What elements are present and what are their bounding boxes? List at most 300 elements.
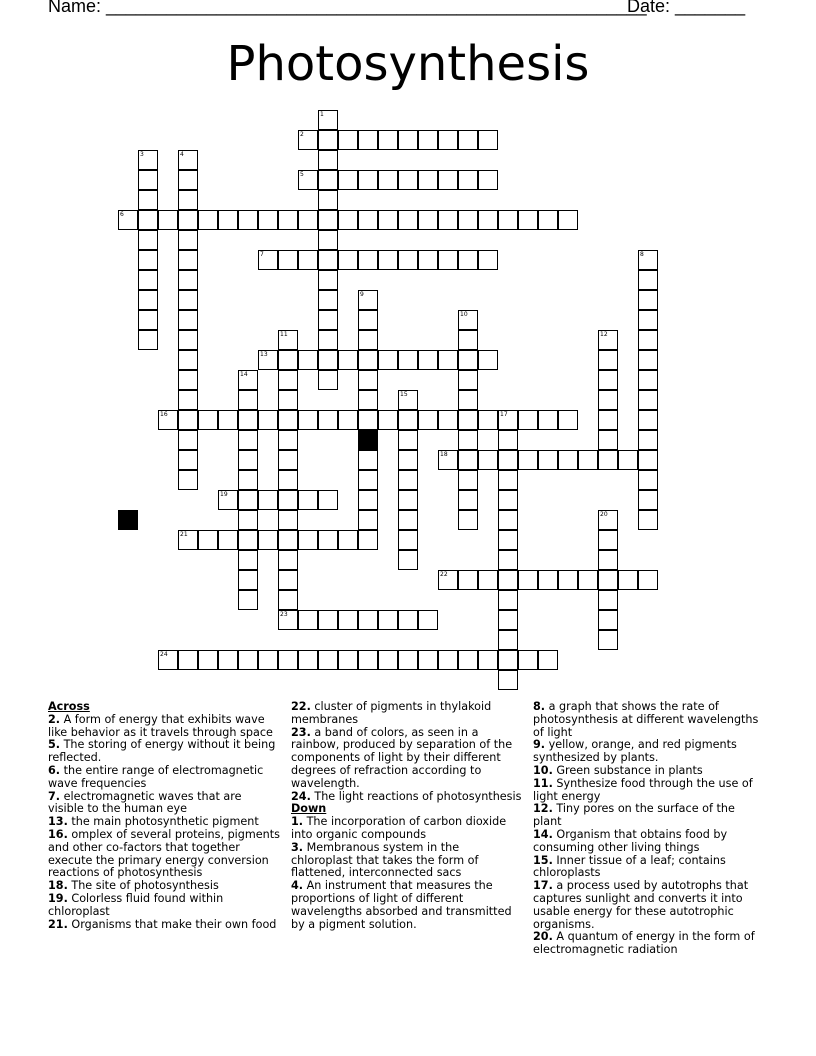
clues-column-2 bbox=[291, 701, 523, 931]
clue-number: 13 bbox=[260, 351, 268, 358]
clue-number: 23 bbox=[280, 611, 288, 618]
crossword-cell[interactable] bbox=[218, 530, 238, 550]
crossword-cell[interactable] bbox=[398, 530, 418, 550]
crossword-cell[interactable] bbox=[298, 530, 318, 550]
crossword-cell[interactable] bbox=[338, 530, 358, 550]
crossword-cell[interactable] bbox=[298, 490, 318, 510]
crossword-cell[interactable] bbox=[318, 650, 338, 670]
crossword-cell[interactable] bbox=[438, 210, 458, 230]
crossword-cell[interactable] bbox=[378, 350, 398, 370]
crossword-cell[interactable] bbox=[418, 250, 438, 270]
crossword-cell[interactable] bbox=[318, 190, 338, 210]
crossword-cell[interactable] bbox=[498, 410, 518, 430]
crossword-cell[interactable] bbox=[278, 570, 298, 590]
crossword-cell[interactable] bbox=[138, 330, 158, 350]
crossword-cell[interactable] bbox=[398, 510, 418, 530]
crossword-cell[interactable] bbox=[398, 130, 418, 150]
clue-number: 9 bbox=[360, 291, 364, 298]
crossword-cell[interactable] bbox=[258, 490, 278, 510]
crossword-cell[interactable] bbox=[158, 650, 178, 670]
clue-item-text: The storing of energy without it being reflected. bbox=[48, 738, 276, 765]
crossword-cell[interactable] bbox=[518, 410, 538, 430]
crossword-cell[interactable] bbox=[158, 210, 178, 230]
clue-item-number: 14. bbox=[533, 827, 553, 841]
crossword-cell[interactable] bbox=[638, 270, 658, 290]
crossword-cell[interactable] bbox=[278, 430, 298, 450]
crossword-cell[interactable] bbox=[518, 570, 538, 590]
crossword-cell[interactable] bbox=[638, 310, 658, 330]
crossword-cell[interactable] bbox=[578, 570, 598, 590]
crossword-cell[interactable] bbox=[458, 390, 478, 410]
crossword-cell[interactable] bbox=[518, 450, 538, 470]
crossword-cell[interactable] bbox=[438, 570, 458, 590]
crossword-cell[interactable] bbox=[638, 250, 658, 270]
crossword-cell[interactable] bbox=[238, 530, 258, 550]
crossword-cell[interactable] bbox=[458, 450, 478, 470]
crossword-cell[interactable] bbox=[138, 210, 158, 230]
black-square bbox=[358, 430, 378, 450]
crossword-cell[interactable] bbox=[418, 650, 438, 670]
crossword-cell[interactable] bbox=[598, 330, 618, 350]
clue-item-number: 24. bbox=[291, 789, 311, 803]
crossword-cell[interactable] bbox=[178, 170, 198, 190]
crossword-cell[interactable] bbox=[338, 130, 358, 150]
crossword-cell[interactable] bbox=[278, 610, 298, 630]
crossword-cell[interactable] bbox=[378, 250, 398, 270]
crossword-cell[interactable] bbox=[418, 130, 438, 150]
crossword-cell[interactable] bbox=[378, 410, 398, 430]
crossword-cell[interactable] bbox=[278, 510, 298, 530]
crossword-cell[interactable] bbox=[318, 250, 338, 270]
clue-number: 17 bbox=[500, 411, 508, 418]
clue-number: 21 bbox=[180, 531, 188, 538]
crossword-cell[interactable] bbox=[158, 410, 178, 430]
crossword-cell[interactable] bbox=[178, 430, 198, 450]
crossword-cell[interactable] bbox=[398, 410, 418, 430]
crossword-cell[interactable] bbox=[438, 130, 458, 150]
crossword-cell[interactable] bbox=[298, 650, 318, 670]
crossword-cell[interactable] bbox=[458, 650, 478, 670]
crossword-cell[interactable] bbox=[378, 210, 398, 230]
crossword-cell[interactable] bbox=[138, 290, 158, 310]
crossword-cell[interactable] bbox=[598, 430, 618, 450]
crossword-cell[interactable] bbox=[178, 290, 198, 310]
crossword-cell[interactable] bbox=[638, 350, 658, 370]
crossword-cell[interactable] bbox=[358, 130, 378, 150]
crossword-cell[interactable] bbox=[258, 350, 278, 370]
crossword-cell[interactable] bbox=[238, 210, 258, 230]
crossword-cell[interactable] bbox=[358, 610, 378, 630]
crossword-cell[interactable] bbox=[638, 450, 658, 470]
clue-number: 18 bbox=[440, 451, 448, 458]
crossword-cell[interactable] bbox=[598, 590, 618, 610]
crossword-cell[interactable] bbox=[398, 390, 418, 410]
clue-item-number: 6. bbox=[48, 763, 61, 777]
clue-number: 3 bbox=[140, 151, 144, 158]
crossword-cell[interactable] bbox=[638, 410, 658, 430]
crossword-cell[interactable] bbox=[318, 150, 338, 170]
crossword-cell[interactable] bbox=[238, 490, 258, 510]
crossword-cell[interactable] bbox=[118, 210, 138, 230]
clue-item bbox=[533, 701, 765, 739]
crossword-cell[interactable] bbox=[358, 390, 378, 410]
crossword-cell[interactable] bbox=[178, 330, 198, 350]
crossword-cell[interactable] bbox=[278, 530, 298, 550]
crossword-cell[interactable] bbox=[638, 490, 658, 510]
crossword-cell[interactable] bbox=[438, 450, 458, 470]
crossword-cell[interactable] bbox=[318, 310, 338, 330]
crossword-cell[interactable] bbox=[238, 450, 258, 470]
clue-number: 15 bbox=[400, 391, 408, 398]
crossword-cell[interactable] bbox=[498, 550, 518, 570]
crossword-cell[interactable] bbox=[458, 470, 478, 490]
crossword-cell[interactable] bbox=[378, 130, 398, 150]
clue-item-number: 21. bbox=[48, 917, 68, 931]
crossword-cell[interactable] bbox=[138, 270, 158, 290]
crossword-cell[interactable] bbox=[358, 530, 378, 550]
crossword-cell[interactable] bbox=[378, 170, 398, 190]
crossword-cell[interactable] bbox=[498, 470, 518, 490]
crossword-cell[interactable] bbox=[358, 330, 378, 350]
crossword-cell[interactable] bbox=[458, 250, 478, 270]
crossword-cell[interactable] bbox=[318, 370, 338, 390]
crossword-cell[interactable] bbox=[378, 650, 398, 670]
crossword-cell[interactable] bbox=[258, 650, 278, 670]
crossword-cell[interactable] bbox=[418, 350, 438, 370]
crossword-cell[interactable] bbox=[138, 190, 158, 210]
crossword-cell[interactable] bbox=[358, 290, 378, 310]
crossword-cell[interactable] bbox=[578, 450, 598, 470]
crossword-cell[interactable] bbox=[318, 210, 338, 230]
crossword-cell[interactable] bbox=[238, 650, 258, 670]
crossword-cell[interactable] bbox=[278, 410, 298, 430]
crossword-cell[interactable] bbox=[438, 170, 458, 190]
crossword-cell[interactable] bbox=[478, 450, 498, 470]
crossword-cell[interactable] bbox=[518, 210, 538, 230]
crossword-cell[interactable] bbox=[178, 650, 198, 670]
crossword-cell[interactable] bbox=[318, 290, 338, 310]
clue-number: 16 bbox=[160, 411, 168, 418]
crossword-cell[interactable] bbox=[498, 490, 518, 510]
crossword-cell[interactable] bbox=[598, 410, 618, 430]
crossword-cell[interactable] bbox=[258, 210, 278, 230]
crossword-cell[interactable] bbox=[458, 350, 478, 370]
crossword-cell[interactable] bbox=[538, 410, 558, 430]
crossword-cell[interactable] bbox=[138, 250, 158, 270]
crossword-cell[interactable] bbox=[458, 570, 478, 590]
crossword-cell[interactable] bbox=[398, 350, 418, 370]
crossword-cell[interactable] bbox=[518, 650, 538, 670]
crossword-cell[interactable] bbox=[178, 370, 198, 390]
crossword-cell[interactable] bbox=[398, 430, 418, 450]
crossword-cell[interactable] bbox=[318, 170, 338, 190]
crossword-cell[interactable] bbox=[638, 330, 658, 350]
crossword-cell[interactable] bbox=[638, 510, 658, 530]
crossword-cell[interactable] bbox=[178, 230, 198, 250]
crossword-cell[interactable] bbox=[178, 410, 198, 430]
crossword-cell[interactable] bbox=[498, 610, 518, 630]
crossword-cell[interactable] bbox=[558, 570, 578, 590]
crossword-cell[interactable] bbox=[298, 170, 318, 190]
crossword-cell[interactable] bbox=[358, 310, 378, 330]
crossword-cell[interactable] bbox=[358, 350, 378, 370]
crossword-cell[interactable] bbox=[618, 450, 638, 470]
crossword-cell[interactable] bbox=[458, 430, 478, 450]
crossword-cell[interactable] bbox=[338, 350, 358, 370]
crossword-cell[interactable] bbox=[298, 350, 318, 370]
crossword-cell[interactable] bbox=[398, 470, 418, 490]
crossword-cell[interactable] bbox=[238, 390, 258, 410]
crossword-cell[interactable] bbox=[558, 210, 578, 230]
crossword-cell[interactable] bbox=[258, 410, 278, 430]
crossword-cell[interactable] bbox=[318, 230, 338, 250]
page-title: Photosynthesis bbox=[226, 36, 590, 92]
crossword-cell[interactable] bbox=[478, 650, 498, 670]
crossword-cell[interactable] bbox=[178, 310, 198, 330]
crossword-cell[interactable] bbox=[278, 370, 298, 390]
crossword-cell[interactable] bbox=[278, 450, 298, 470]
crossword-cell[interactable] bbox=[498, 670, 518, 690]
crossword-cell[interactable] bbox=[598, 510, 618, 530]
clue-item-text: Green substance in plants bbox=[552, 763, 703, 777]
clue-number: 12 bbox=[600, 331, 608, 338]
crossword-cell[interactable] bbox=[398, 650, 418, 670]
crossword-cell[interactable] bbox=[458, 130, 478, 150]
crossword-cell[interactable] bbox=[278, 550, 298, 570]
crossword-cell[interactable] bbox=[178, 470, 198, 490]
crossword-cell[interactable] bbox=[338, 410, 358, 430]
crossword-cell[interactable] bbox=[198, 210, 218, 230]
crossword-cell[interactable] bbox=[458, 490, 478, 510]
crossword-cell[interactable] bbox=[178, 150, 198, 170]
crossword-cell[interactable] bbox=[398, 610, 418, 630]
crossword-cell[interactable] bbox=[478, 570, 498, 590]
crossword-cell[interactable] bbox=[598, 530, 618, 550]
crossword-cell[interactable] bbox=[218, 410, 238, 430]
crossword-cell[interactable] bbox=[398, 490, 418, 510]
crossword-cell[interactable] bbox=[418, 410, 438, 430]
clue-item bbox=[533, 778, 765, 804]
crossword-cell[interactable] bbox=[318, 330, 338, 350]
crossword-cell[interactable] bbox=[498, 530, 518, 550]
crossword-cell[interactable] bbox=[338, 170, 358, 190]
crossword-cell[interactable] bbox=[238, 570, 258, 590]
crossword-cell[interactable] bbox=[238, 410, 258, 430]
clue-number: 11 bbox=[280, 331, 288, 338]
crossword-cell[interactable] bbox=[138, 230, 158, 250]
crossword-cell[interactable] bbox=[618, 570, 638, 590]
crossword-cell[interactable] bbox=[358, 650, 378, 670]
clue-section-heading: Down bbox=[291, 802, 327, 816]
crossword-cell[interactable] bbox=[298, 410, 318, 430]
clue-item-number: 20. bbox=[533, 930, 553, 944]
clue-item-text: A quantum of energy in the form of electromagnetic radiation bbox=[533, 930, 755, 957]
crossword-cell[interactable] bbox=[138, 170, 158, 190]
crossword-cell[interactable] bbox=[318, 490, 338, 510]
crossword-cell[interactable] bbox=[458, 510, 478, 530]
crossword-cell[interactable] bbox=[258, 530, 278, 550]
crossword-cell[interactable] bbox=[278, 490, 298, 510]
crossword-cell[interactable] bbox=[278, 590, 298, 610]
crossword-cell[interactable] bbox=[238, 510, 258, 530]
crossword-cell[interactable] bbox=[398, 210, 418, 230]
crossword-cell[interactable] bbox=[178, 530, 198, 550]
crossword-cell[interactable] bbox=[238, 430, 258, 450]
crossword-cell[interactable] bbox=[338, 650, 358, 670]
clue-item-text: The site of photosynthesis bbox=[67, 879, 219, 893]
crossword-cell[interactable] bbox=[458, 330, 478, 350]
crossword-cell[interactable] bbox=[218, 210, 238, 230]
crossword-cell[interactable] bbox=[458, 410, 478, 430]
crossword-cell[interactable] bbox=[338, 210, 358, 230]
clue-item-number: 18. bbox=[48, 879, 68, 893]
crossword-cell[interactable] bbox=[318, 130, 338, 150]
crossword-cell[interactable] bbox=[238, 550, 258, 570]
clue-item bbox=[48, 829, 280, 880]
crossword-cell[interactable] bbox=[398, 550, 418, 570]
crossword-cell[interactable] bbox=[358, 410, 378, 430]
crossword-cell[interactable] bbox=[298, 610, 318, 630]
crossword-cell[interactable] bbox=[358, 370, 378, 390]
crossword-cell[interactable] bbox=[318, 610, 338, 630]
crossword-cell[interactable] bbox=[178, 210, 198, 230]
crossword-cell[interactable] bbox=[458, 370, 478, 390]
crossword-cell[interactable] bbox=[438, 350, 458, 370]
crossword-cell[interactable] bbox=[318, 530, 338, 550]
crossword-cell[interactable] bbox=[358, 170, 378, 190]
crossword-cell[interactable] bbox=[358, 450, 378, 470]
crossword-cell[interactable] bbox=[638, 390, 658, 410]
crossword-cell[interactable] bbox=[178, 450, 198, 470]
crossword-cell[interactable] bbox=[538, 450, 558, 470]
crossword-cell[interactable] bbox=[278, 210, 298, 230]
crossword-cell[interactable] bbox=[218, 650, 238, 670]
clue-item-text: a graph that shows the rate of photosynthesis at different wavelengths of light bbox=[533, 700, 759, 739]
crossword-cell[interactable] bbox=[478, 210, 498, 230]
crossword-cell[interactable] bbox=[458, 310, 478, 330]
crossword-cell[interactable] bbox=[598, 630, 618, 650]
crossword-cell[interactable] bbox=[138, 150, 158, 170]
crossword-cell[interactable] bbox=[418, 610, 438, 630]
crossword-cell[interactable] bbox=[338, 250, 358, 270]
crossword-cell[interactable] bbox=[178, 350, 198, 370]
crossword-cell[interactable] bbox=[358, 490, 378, 510]
crossword-cell[interactable] bbox=[458, 210, 478, 230]
crossword-cell[interactable] bbox=[358, 470, 378, 490]
crossword-cell[interactable] bbox=[178, 390, 198, 410]
crossword-cell[interactable] bbox=[638, 570, 658, 590]
crossword-cell[interactable] bbox=[638, 470, 658, 490]
crossword-cell[interactable] bbox=[278, 650, 298, 670]
crossword-cell[interactable] bbox=[198, 410, 218, 430]
crossword-cell[interactable] bbox=[318, 110, 338, 130]
crossword-cell[interactable] bbox=[498, 210, 518, 230]
crossword-cell[interactable] bbox=[418, 210, 438, 230]
crossword-cell[interactable] bbox=[638, 430, 658, 450]
crossword-cell[interactable] bbox=[278, 330, 298, 350]
crossword-cell[interactable] bbox=[318, 350, 338, 370]
crossword-cell[interactable] bbox=[258, 250, 278, 270]
crossword-cell[interactable] bbox=[238, 590, 258, 610]
crossword-cell[interactable] bbox=[538, 210, 558, 230]
crossword-cell[interactable] bbox=[438, 650, 458, 670]
crossword-cell[interactable] bbox=[558, 450, 578, 470]
name-field-label: Name: ______________________________________________________ bbox=[48, 0, 647, 16]
crossword-cell[interactable] bbox=[278, 350, 298, 370]
crossword-cell[interactable] bbox=[278, 250, 298, 270]
crossword-cell[interactable] bbox=[598, 610, 618, 630]
crossword-cell[interactable] bbox=[458, 170, 478, 190]
crossword-cell[interactable] bbox=[358, 510, 378, 530]
clue-item-text: a process used by autotrophs that captures sunlight and converts it into usable energy for these autotrophic organisms. bbox=[533, 879, 749, 931]
crossword-cell[interactable] bbox=[358, 210, 378, 230]
clue-number: 19 bbox=[220, 491, 228, 498]
crossword-cell[interactable] bbox=[398, 450, 418, 470]
crossword-cell[interactable] bbox=[498, 570, 518, 590]
crossword-cell[interactable] bbox=[318, 270, 338, 290]
crossword-cell[interactable] bbox=[538, 570, 558, 590]
crossword-cell[interactable] bbox=[478, 130, 498, 150]
crossword-cell[interactable] bbox=[598, 350, 618, 370]
crossword-cell[interactable] bbox=[478, 410, 498, 430]
crossword-cell[interactable] bbox=[178, 190, 198, 210]
crossword-cell[interactable] bbox=[398, 170, 418, 190]
crossword-cell[interactable] bbox=[378, 610, 398, 630]
crossword-cell[interactable] bbox=[558, 410, 578, 430]
crossword-cell[interactable] bbox=[418, 170, 438, 190]
crossword-cell[interactable] bbox=[498, 430, 518, 450]
crossword-cell[interactable] bbox=[138, 310, 158, 330]
crossword-cell[interactable] bbox=[218, 490, 238, 510]
crossword-cell[interactable] bbox=[198, 530, 218, 550]
crossword-cell[interactable] bbox=[298, 210, 318, 230]
crossword-cell[interactable] bbox=[598, 450, 618, 470]
crossword-cell[interactable] bbox=[398, 250, 418, 270]
clue-item-text: The incorporation of carbon dioxide into organic compounds bbox=[291, 815, 507, 841]
crossword-cell[interactable] bbox=[598, 550, 618, 570]
crossword-cell[interactable] bbox=[198, 650, 218, 670]
crossword-cell[interactable] bbox=[498, 630, 518, 650]
crossword-cell[interactable] bbox=[238, 470, 258, 490]
crossword-cell[interactable] bbox=[478, 350, 498, 370]
crossword-cell[interactable] bbox=[438, 410, 458, 430]
crossword-cell[interactable] bbox=[278, 470, 298, 490]
crossword-cell[interactable] bbox=[338, 610, 358, 630]
crossword-cell[interactable] bbox=[318, 410, 338, 430]
crossword-cell[interactable] bbox=[238, 370, 258, 390]
crossword-cell[interactable] bbox=[498, 450, 518, 470]
crossword-cell[interactable] bbox=[498, 650, 518, 670]
crossword-cell[interactable] bbox=[638, 370, 658, 390]
crossword-cell[interactable] bbox=[178, 250, 198, 270]
crossword-cell[interactable] bbox=[478, 250, 498, 270]
crossword-cell[interactable] bbox=[438, 250, 458, 270]
crossword-cell[interactable] bbox=[278, 390, 298, 410]
crossword-cell[interactable] bbox=[478, 170, 498, 190]
crossword-cell[interactable] bbox=[598, 570, 618, 590]
crossword-cell[interactable] bbox=[598, 390, 618, 410]
crossword-cell[interactable] bbox=[498, 510, 518, 530]
crossword-cell[interactable] bbox=[298, 130, 318, 150]
crossword-cell[interactable] bbox=[358, 250, 378, 270]
crossword-cell[interactable] bbox=[178, 270, 198, 290]
clue-item-number: 9. bbox=[533, 738, 546, 752]
crossword-cell[interactable] bbox=[538, 650, 558, 670]
crossword-cell[interactable] bbox=[598, 370, 618, 390]
crossword-cell[interactable] bbox=[298, 250, 318, 270]
crossword-cell[interactable] bbox=[638, 290, 658, 310]
crossword-cell[interactable] bbox=[498, 590, 518, 610]
